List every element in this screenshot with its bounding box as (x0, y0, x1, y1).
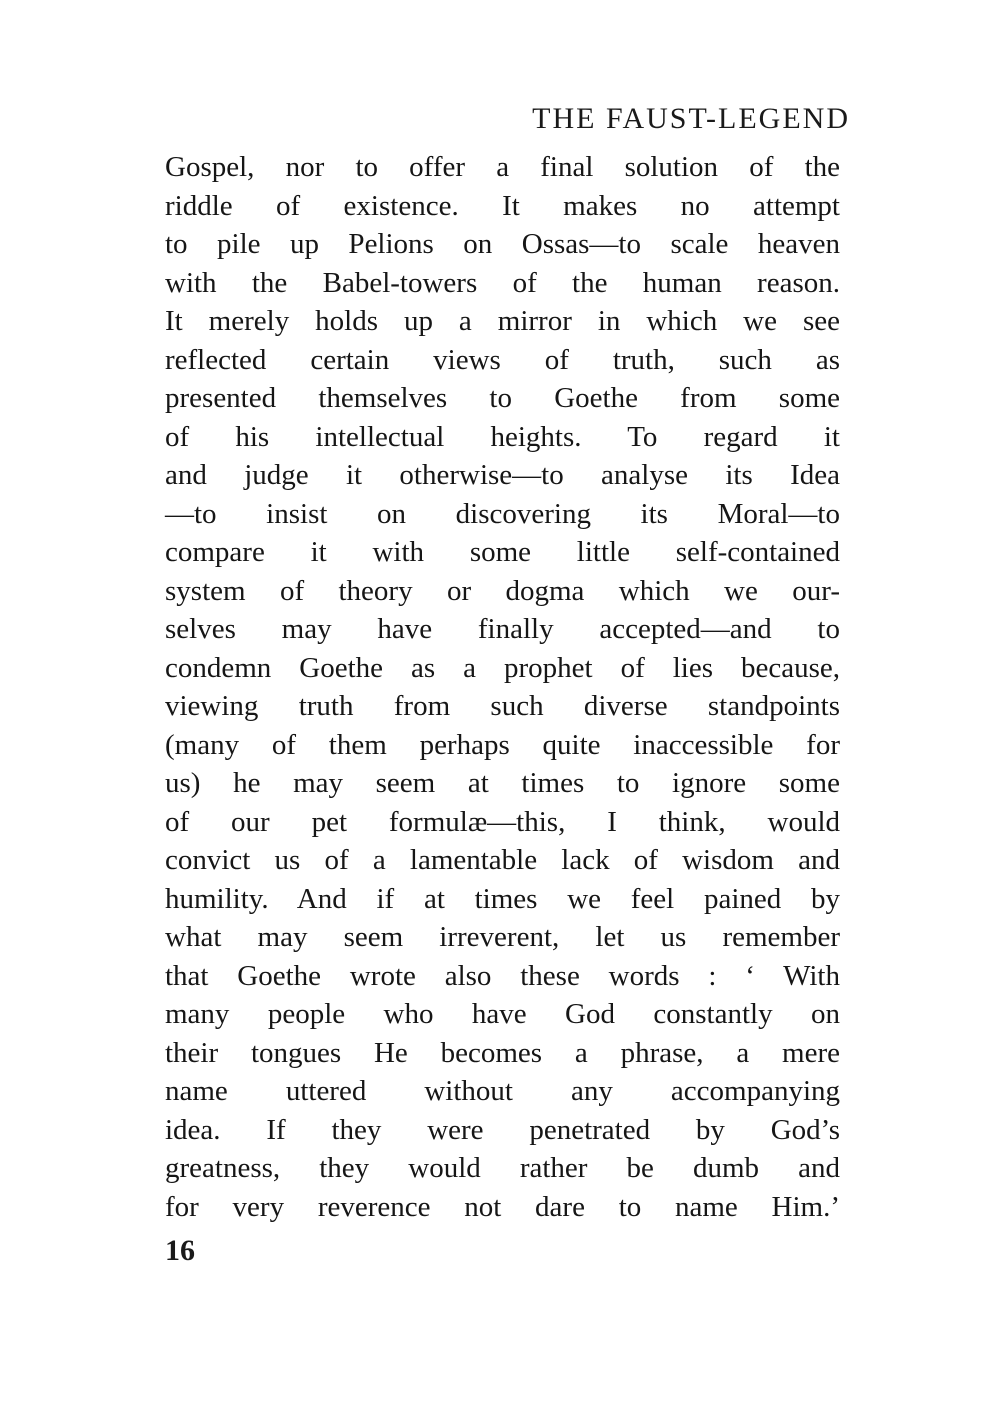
text-line: riddle of existence. It makes no attempt (165, 189, 840, 222)
page-number: 16 (165, 1234, 195, 1267)
text-line: greatness, they would rather be dumb and (165, 1152, 840, 1184)
text-line: viewing truth from such diverse standpoints (165, 690, 840, 722)
text-line: —to insist on discovering its Moral—to (165, 497, 840, 530)
text-line: of his intellectual heights. To regard it (165, 420, 840, 453)
body-text (165, 148, 840, 1226)
text-line: compare it with some little self-contained (165, 536, 840, 568)
text-line: and judge it otherwise—to analyse its Idea (165, 459, 840, 491)
text-line: to pile up Pelions on Ossas—to scale heaven (165, 228, 840, 260)
text-line: convict us of a lamentable lack of wisdom and (165, 844, 840, 876)
text-line: that Goethe wrote also these words : ‘ With (165, 959, 840, 992)
text-line: reflected certain views of truth, such as (165, 343, 840, 376)
text-line: their tongues He becomes a phrase, a mere (165, 1036, 840, 1069)
text-line: name uttered without any accompanying (165, 1075, 840, 1107)
text-line: many people who have God constantly on (165, 998, 840, 1030)
text-line: It merely holds up a mirror in which we see (165, 305, 840, 337)
text-line: Gospel, nor to offer a final solution of the (165, 151, 840, 183)
running-head: THE FAUST-LEGEND (532, 102, 850, 135)
text-line: (many of them perhaps quite inaccessible for (165, 728, 840, 761)
text-line: humility. And if at times we feel pained by (165, 882, 840, 915)
text-line: with the Babel-towers of the human reason. (165, 266, 840, 299)
text-line: selves may have finally accepted—and to (165, 613, 840, 645)
text-line: us) he may seem at times to ignore some (165, 767, 840, 799)
text-line: for very reverence not dare to name Him.’ (165, 1190, 840, 1223)
text-line: condemn Goethe as a prophet of lies because, (165, 651, 840, 684)
text-line: idea. If they were penetrated by God’s (165, 1113, 840, 1146)
text-line: of our pet formulæ—this, I think, would (165, 805, 840, 838)
text-line: what may seem irreverent, let us remember (165, 921, 840, 953)
text-line: presented themselves to Goethe from some (165, 382, 840, 414)
text-line: system of theory or dogma which we our- (165, 574, 840, 607)
